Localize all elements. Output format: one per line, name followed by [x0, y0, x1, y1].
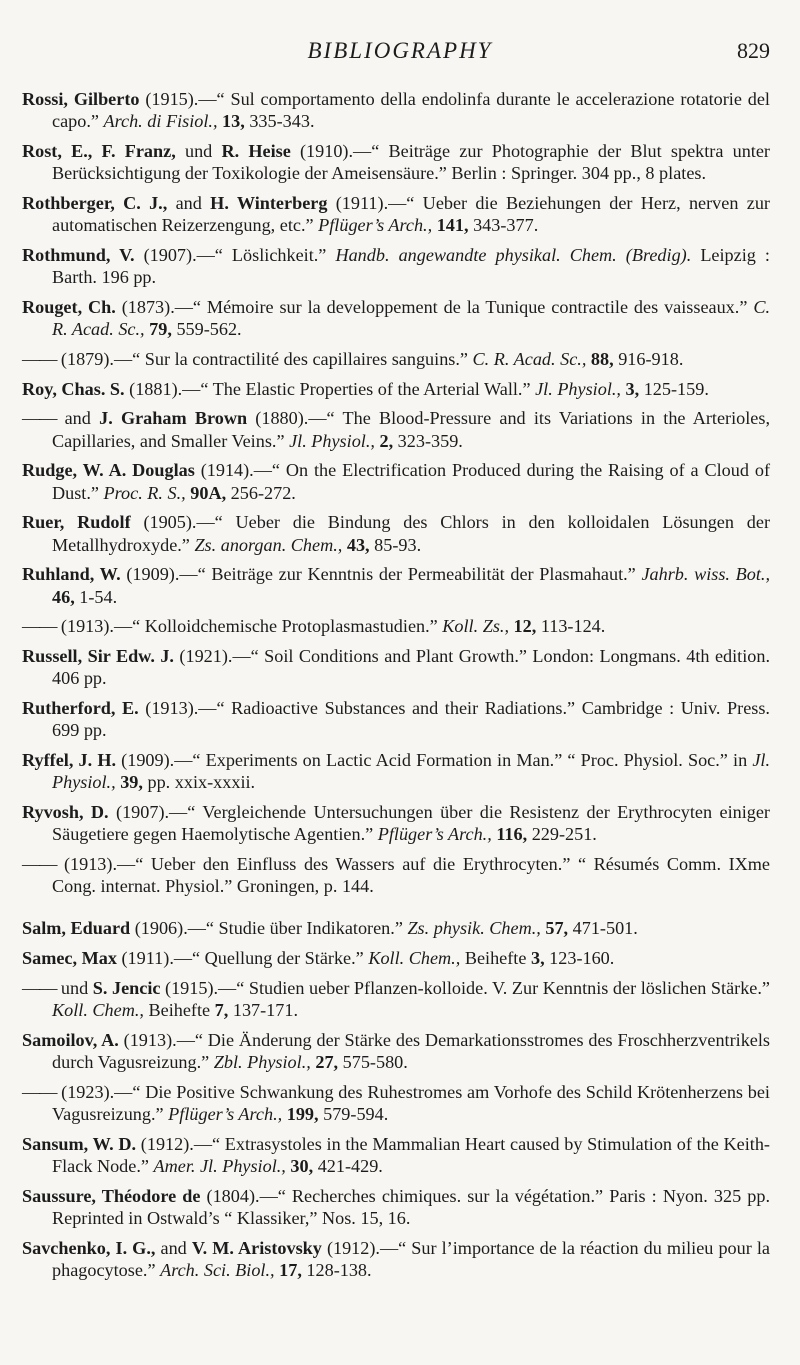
- entry-pages: 343-377.: [468, 215, 539, 236]
- repeat-author-dash: ——: [22, 616, 57, 637]
- entry-author: Savchenko, I. G.,: [22, 1237, 156, 1258]
- entry-text: (1880).—“ The Blood-Pressure and its Variations in the Arterioles, Capillaries, and Smaller Veins.”: [52, 408, 770, 451]
- entry-author: Ruer, Rudolf: [22, 512, 131, 533]
- bibliography-entry: [22, 697, 770, 742]
- entry-journal: Pflüger’s Arch.,: [318, 215, 433, 236]
- entry-text: (1911).—“ Ueber die Beziehungen der Herz, nerven zur automatischen Reizerzengung, etc.”: [52, 192, 770, 236]
- entry-text: (1915).—“ Sul comportamento della endolinfa durante le accelerazione rotatorie del capo.”: [52, 89, 770, 132]
- entry-pages: 335-343.: [244, 111, 315, 132]
- entry-journal: Zs. physik. Chem.,: [407, 918, 541, 939]
- bibliography-entry: [22, 511, 770, 556]
- entry-text: (1912).—“ Sur l’importance de la réaction du milieu pour la phagocytose.”: [52, 1237, 770, 1281]
- entry-author: Samoilov, A.: [22, 1029, 119, 1050]
- entry-volume: 30,: [285, 1156, 314, 1177]
- entry-text: and: [167, 192, 211, 213]
- entry-text: und: [175, 140, 222, 161]
- entry-pages: pp. xxix-xxxii.: [142, 772, 256, 793]
- entry-text: (1909).—“ Beiträge zur Kenntnis der Permeabilität der Plasmahaut.”: [120, 564, 642, 585]
- entry-pages: 559-562.: [171, 319, 242, 340]
- bibliography-entry: [22, 1029, 770, 1074]
- entry-author: Sansum, W. D.: [22, 1133, 137, 1154]
- entry-journal: Zbl. Physiol.,: [213, 1052, 311, 1073]
- entry-text: (1905).—“ Ueber die Bindung des Chlors in den kolloidalen Lösungen der Metallhydroxyde.”: [52, 512, 770, 555]
- bibliography-entry: [22, 947, 770, 969]
- entry-journal: Jl. Physiol.,: [535, 378, 621, 399]
- entry-text: (1881).—“ The Elastic Properties of the Arterial Wall.”: [124, 378, 536, 399]
- entry-volume: 13,: [217, 111, 245, 132]
- entry-volume: 199,: [282, 1104, 319, 1125]
- entry-text: (1907).—“ Vergleichende Untersuchungen über die Resistenz der Erythrocyten einiger Säugetiere gegen Haemolytische Agentien.”: [52, 801, 770, 845]
- entry-volume: 88,: [586, 348, 614, 369]
- page-number: 829: [737, 38, 770, 63]
- entry-author: Ruhland, W.: [22, 564, 121, 585]
- entry-volume: 116,: [491, 824, 528, 845]
- entry-coauthor: H. Winterberg: [210, 192, 328, 213]
- bibliography-entry: [22, 1133, 770, 1178]
- entry-volume: 90A,: [185, 482, 227, 503]
- entry-coauthor: S. Jencic: [92, 977, 161, 998]
- entry-text: (1912).—“ Extrasystoles in the Mammalian Heart caused by Stimulation of the Keith-Flack Node.”: [52, 1133, 770, 1177]
- page-header: [0, 38, 800, 68]
- entry-pages: 128-138.: [301, 1260, 372, 1281]
- entry-text: (1921).—“ Soil Conditions and Plant Growth.” London: Longmans. 4th edition. 406 pp.: [52, 645, 771, 689]
- bibliography-entry: [22, 296, 770, 341]
- entry-journal: Jl. Physiol.,: [289, 430, 375, 451]
- entry-journal: Koll. Chem.,: [368, 948, 461, 969]
- entry-text: Beihefte: [460, 948, 531, 969]
- entry-journal: Pflüger’s Arch.,: [377, 824, 492, 845]
- entry-pages: 256-272.: [226, 482, 296, 503]
- entry-pages: 421-429.: [313, 1156, 383, 1177]
- bibliography-entry: [22, 1081, 770, 1126]
- entry-text: (1913).—“ Die Änderung der Stärke des Demarkationsstromes des Froschherzventrikels durch Vagusreizung.”: [52, 1029, 770, 1073]
- entry-journal: Arch. Sci. Biol.,: [160, 1260, 275, 1281]
- entry-author: Saussure, Théodore de: [22, 1185, 201, 1206]
- entry-author: Russell, Sir Edw. J.: [22, 645, 174, 666]
- entry-journal: C. R. Acad. Sc.,: [52, 296, 770, 340]
- bibliography-entry: [22, 917, 770, 939]
- entry-author: Ryvosh, D.: [22, 801, 109, 822]
- entry-text: (1911).—“ Quellung der Stärke.”: [116, 948, 369, 969]
- entry-pages: 85-93.: [369, 534, 422, 555]
- entry-volume: 39,: [115, 772, 143, 793]
- entry-author: Rutherford, E.: [22, 697, 139, 718]
- bibliography-entry: [22, 407, 770, 452]
- entry-author: Rouget, Ch.: [22, 296, 116, 317]
- entry-volume: 12,: [509, 616, 537, 637]
- entry-pages: 123-160.: [544, 948, 615, 969]
- entry-pages: 125-159.: [639, 378, 709, 399]
- entry-journal: Koll. Chem.,: [52, 1000, 144, 1021]
- repeat-author-dash: ——: [22, 977, 57, 998]
- entry-text: Beihefte: [143, 1000, 215, 1021]
- entry-journal: Pflüger’s Arch.,: [168, 1104, 283, 1125]
- repeat-author-dash: ——: [22, 348, 57, 369]
- bibliography-entry: [22, 615, 770, 637]
- entry-text: (1923).—“ Die Positive Schwankung des Ruhestromes am Vorhofe des Schild Krötenherzens bei Vagusreizung.”: [52, 1081, 770, 1125]
- entry-pages: 579-594.: [318, 1104, 389, 1125]
- entry-text: (1873).—“ Mémoire sur la developpement de la Tunique contractile des vaisseaux.”: [115, 296, 754, 317]
- entry-author: Ryffel, J. H.: [22, 749, 117, 770]
- entry-journal: Amer. Jl. Physiol.,: [153, 1156, 286, 1177]
- bibliography-entry: [22, 140, 770, 185]
- entry-journal: C. R. Acad. Sc.,: [472, 348, 587, 369]
- entry-pages: 137-171.: [228, 1000, 299, 1021]
- entry-text: und: [56, 977, 93, 998]
- entry-journal: Jahrb. wiss. Bot.,: [641, 564, 770, 585]
- entry-coauthor: J. Graham Brown: [99, 408, 248, 429]
- entry-text: (1913).—“ Radioactive Substances and their Radiations.” Cambridge : Univ. Press. 699 pp.: [52, 697, 770, 741]
- entry-coauthor: R. Heise: [221, 140, 291, 161]
- entry-pages: 575-580.: [338, 1052, 408, 1073]
- entry-journal: Arch. di Fisiol.,: [103, 111, 218, 132]
- entry-text: (1804).—“ Recherches chimiques. sur la végétation.” Paris : Nyon. 325 pp. Reprinted in Ostwald’s “ Klassiker,” Nos. 15, 16.: [52, 1185, 770, 1229]
- bibliography-entry: [22, 244, 770, 289]
- entry-pages: Leipzig : Barth. 196 pp.: [52, 244, 770, 288]
- entry-text: (1879).—“ Sur la contractilité des capillaires sanguins.”: [56, 348, 473, 369]
- entry-author: Samec, Max: [22, 948, 117, 969]
- bibliography-entry: [22, 378, 770, 400]
- entry-text: and: [155, 1237, 192, 1258]
- entry-volume: 3,: [620, 378, 640, 399]
- entry-journal: Koll. Zs.,: [442, 616, 509, 637]
- entry-pages: 323-359.: [393, 430, 463, 451]
- entry-author: Salm, Eduard: [22, 918, 131, 939]
- entry-text: and: [56, 408, 100, 429]
- entry-volume: 7,: [214, 1000, 229, 1021]
- entry-pages: 471-501.: [568, 918, 638, 939]
- bibliography-entry: [22, 749, 770, 794]
- entry-text: (1910).—“ Beiträge zur Photographie der Blut spektra unter Berücksichtigung der Toxikologie der Ameisensäure.” Berlin : Springer. 304 pp., 8 plates.: [52, 140, 770, 184]
- entry-author: Rossi, Gilberto: [22, 89, 140, 109]
- entry-coauthor: V. M. Aristovsky: [191, 1237, 322, 1258]
- repeat-author-dash: ——: [22, 853, 57, 874]
- bibliography-entry: [22, 1185, 770, 1230]
- entry-text: (1906).—“ Studie über Indikatoren.”: [130, 918, 408, 939]
- bibliography-entry: [22, 977, 770, 1022]
- entry-volume: 46,: [52, 586, 75, 607]
- entry-text: (1909).—“ Experiments on Lactic Acid Formation in Man.” “ Proc. Physiol. Soc.” in: [116, 749, 753, 770]
- bibliography-entry: [22, 1237, 770, 1282]
- bibliography-entry: [22, 645, 770, 690]
- entry-volume: 2,: [374, 430, 394, 451]
- entry-text: (1914).—“ On the Electrification Produced during the Raising of a Cloud of Dust.”: [52, 460, 770, 503]
- entry-volume: 3,: [530, 948, 545, 969]
- entry-volume: 79,: [144, 319, 172, 340]
- entry-text: (1913).—“ Ueber den Einfluss des Wassers auf die Erythrocyten.” “ Résumés Comm. IXme Cong. internat. Physiol.” Groningen, p. 144.: [52, 853, 770, 897]
- repeat-author-dash: ——: [22, 408, 57, 429]
- entry-text: (1907).—“ Löslichkeit.”: [134, 244, 336, 265]
- repeat-author-dash: ——: [22, 1081, 57, 1102]
- entry-pages: 1-54.: [74, 586, 118, 607]
- entry-journal: Proc. R. S.,: [103, 482, 186, 503]
- entry-volume: 27,: [310, 1052, 339, 1073]
- bibliography-entry: [22, 459, 770, 504]
- entry-volume: 17,: [274, 1260, 302, 1281]
- bibliography-entry: [22, 853, 770, 898]
- entry-journal: Jl. Physiol.,: [52, 749, 770, 793]
- running-title: BIBLIOGRAPHY: [307, 38, 493, 63]
- entry-volume: 43,: [342, 534, 370, 555]
- bibliography-entry: [22, 192, 770, 237]
- entry-pages: 113-124.: [536, 616, 606, 637]
- bibliography-entry: [22, 348, 770, 370]
- entry-pages: 916-918.: [613, 348, 684, 369]
- bibliography-list: [22, 88, 770, 1281]
- entry-journal: Handb. angewandte physikal. Chem. (Bredig).: [335, 244, 692, 265]
- entry-author: Rudge, W. A. Douglas: [22, 460, 195, 481]
- bibliography-entry: [22, 88, 770, 133]
- entry-volume: 141,: [432, 215, 469, 236]
- entry-pages: 229-251.: [527, 824, 597, 845]
- bibliography-entry: [22, 801, 770, 846]
- entry-volume: 57,: [540, 918, 569, 939]
- entry-journal: Zs. anorgan. Chem.,: [194, 534, 343, 555]
- entry-author: Rothmund, V.: [22, 244, 135, 265]
- bibliography-entry: [22, 563, 770, 608]
- entry-author: Rost, E., F. Franz,: [22, 140, 176, 161]
- entry-text: (1915).—“ Studien ueber Pflanzen-kolloide. V. Zur Kenntnis der löslichen Stärke.”: [160, 977, 770, 998]
- entry-author: Roy, Chas. S.: [22, 378, 125, 399]
- entry-text: (1913).—“ Kolloidchemische Protoplasmastudien.”: [56, 616, 443, 637]
- entry-author: Rothberger, C. J.,: [22, 192, 168, 213]
